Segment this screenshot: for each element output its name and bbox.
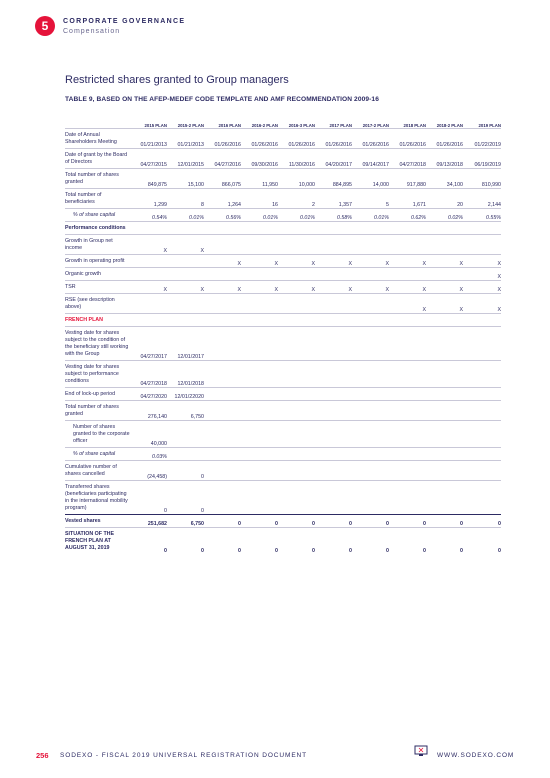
table-cell: 0.01% bbox=[278, 209, 315, 222]
table-cell: X bbox=[167, 235, 204, 255]
table-cell bbox=[352, 401, 389, 421]
table-cell: 0 bbox=[167, 528, 204, 555]
table-cell: (24,458) bbox=[131, 461, 167, 481]
table-cell: 0 bbox=[204, 515, 241, 528]
document-title: SODEXO - FISCAL 2019 UNIVERSAL REGISTRATION DOCUMENT bbox=[60, 752, 308, 759]
table-cell: 01/22/2019 bbox=[463, 129, 501, 149]
table-cell bbox=[426, 314, 463, 327]
table-cell: 0 bbox=[204, 528, 241, 555]
table-cell bbox=[463, 461, 501, 481]
table-cell bbox=[315, 222, 352, 235]
column-header: 2015-2 PLAN bbox=[177, 123, 204, 128]
table-cell bbox=[167, 314, 204, 327]
row-label: % of share capital bbox=[65, 448, 131, 461]
table-cell bbox=[352, 235, 389, 255]
table-cell: 6,750 bbox=[167, 515, 204, 528]
table-cell bbox=[352, 268, 389, 281]
table-cell bbox=[315, 235, 352, 255]
table-cell: 0 bbox=[463, 515, 501, 528]
table-cell: 0.62% bbox=[389, 209, 426, 222]
table-cell bbox=[463, 327, 501, 361]
table-cell: 01/21/2013 bbox=[131, 129, 167, 149]
table-cell: X bbox=[315, 281, 352, 294]
page-number: 256 bbox=[36, 751, 49, 760]
table-row bbox=[65, 388, 501, 401]
column-header: 2019 PLAN bbox=[478, 123, 501, 128]
table-cell: 8 bbox=[167, 189, 204, 209]
table-cell bbox=[204, 401, 241, 421]
table-cell: 04/27/2018 bbox=[389, 149, 426, 169]
table-cell: 04/27/2018 bbox=[131, 361, 167, 388]
table-cell bbox=[315, 421, 352, 448]
table-cell bbox=[167, 268, 204, 281]
column-header: 2017 PLAN bbox=[329, 123, 352, 128]
table-cell bbox=[167, 255, 204, 268]
table-cell bbox=[131, 294, 167, 314]
table-cell bbox=[389, 388, 426, 401]
table-cell bbox=[389, 401, 426, 421]
table-cell bbox=[241, 448, 278, 461]
table-cell bbox=[352, 481, 389, 515]
table-cell bbox=[278, 222, 315, 235]
table-cell bbox=[389, 222, 426, 235]
table-cell bbox=[278, 327, 315, 361]
table-cell: X bbox=[241, 281, 278, 294]
table-cell bbox=[463, 222, 501, 235]
table-cell: 0 bbox=[241, 528, 278, 555]
table-cell bbox=[463, 421, 501, 448]
website-link[interactable]: WWW.SODEXO.COM bbox=[437, 752, 515, 759]
table-cell bbox=[463, 388, 501, 401]
table-cell: 40,000 bbox=[131, 421, 167, 448]
row-label: End of lock-up period bbox=[65, 388, 131, 401]
table-cell: X bbox=[315, 255, 352, 268]
table-cell: 1,299 bbox=[131, 189, 167, 209]
table-cell bbox=[278, 481, 315, 515]
table-row bbox=[65, 515, 501, 528]
table-cell: 276,140 bbox=[131, 401, 167, 421]
row-label: Cumulative number of shares cancelled bbox=[65, 461, 131, 481]
table-cell bbox=[131, 222, 167, 235]
table-cell: 1,357 bbox=[315, 189, 352, 209]
table-cell bbox=[389, 314, 426, 327]
table-cell: 0 bbox=[167, 481, 204, 515]
table-cell: 1,671 bbox=[389, 189, 426, 209]
row-label: SITUATION OF THE FRENCH PLAN AT AUGUST 31, 2019 bbox=[65, 528, 131, 555]
table-cell: 0 bbox=[389, 528, 426, 555]
table-cell: 04/27/2020 bbox=[131, 388, 167, 401]
table-cell bbox=[131, 255, 167, 268]
table-row bbox=[65, 235, 501, 255]
row-label: Date of Annual Shareholders Meeting bbox=[65, 129, 131, 149]
table-cell bbox=[278, 361, 315, 388]
table-cell: 09/13/2018 bbox=[426, 149, 463, 169]
table-cell bbox=[463, 314, 501, 327]
table-cell: 810,990 bbox=[463, 169, 501, 189]
table-cell bbox=[463, 481, 501, 515]
table-cell: X bbox=[131, 281, 167, 294]
table-cell bbox=[204, 235, 241, 255]
table-cell bbox=[426, 361, 463, 388]
table-cell: 0 bbox=[315, 515, 352, 528]
table-cell: 0 bbox=[315, 528, 352, 555]
table-cell bbox=[278, 461, 315, 481]
table-row bbox=[65, 149, 501, 169]
table-cell bbox=[204, 294, 241, 314]
table-cell: 15,100 bbox=[167, 169, 204, 189]
table-cell bbox=[241, 481, 278, 515]
table-cell: 09/30/2016 bbox=[241, 149, 278, 169]
table-cell bbox=[352, 388, 389, 401]
table-cell: X bbox=[463, 281, 501, 294]
table-cell bbox=[352, 421, 389, 448]
row-label: Total number of shares granted bbox=[65, 401, 131, 421]
table-row bbox=[65, 209, 501, 222]
table-cell: X bbox=[204, 255, 241, 268]
column-header: 2016-2 PLAN bbox=[251, 123, 278, 128]
table-cell: 849,875 bbox=[131, 169, 167, 189]
table-cell: 0.54% bbox=[131, 209, 167, 222]
table-title: TABLE 9, BASED ON THE AFEP-MEDEF CODE TEMPLATE AND AMF RECOMMENDATION 2009-16 bbox=[65, 96, 379, 103]
table-cell bbox=[426, 481, 463, 515]
table-cell: 0 bbox=[426, 528, 463, 555]
row-label: % of share capital bbox=[65, 209, 131, 222]
table-cell bbox=[352, 327, 389, 361]
table-cell bbox=[389, 268, 426, 281]
chapter-badge: 5 bbox=[35, 16, 55, 36]
table-row bbox=[65, 448, 501, 461]
table-cell: 0.55% bbox=[463, 209, 501, 222]
table-cell: 10,000 bbox=[278, 169, 315, 189]
table-cell: X bbox=[463, 255, 501, 268]
table-cell bbox=[426, 388, 463, 401]
row-label: Number of shares granted to the corporate officer bbox=[65, 421, 131, 448]
table-cell: 0.02% bbox=[426, 209, 463, 222]
table-cell bbox=[204, 314, 241, 327]
row-label: Vesting date for shares subject to performance conditions bbox=[65, 361, 131, 388]
table-cell bbox=[463, 448, 501, 461]
table-cell bbox=[315, 294, 352, 314]
row-label: RSE (see description above) bbox=[65, 294, 131, 314]
table-cell bbox=[204, 327, 241, 361]
table-cell bbox=[204, 222, 241, 235]
column-header: 2017-2 PLAN bbox=[362, 123, 389, 128]
table-cell bbox=[241, 461, 278, 481]
table-cell: 6,750 bbox=[167, 401, 204, 421]
table-row bbox=[65, 268, 501, 281]
table-cell bbox=[352, 294, 389, 314]
table-cell bbox=[167, 222, 204, 235]
table-cell bbox=[389, 481, 426, 515]
table-cell: X bbox=[426, 255, 463, 268]
table-cell bbox=[278, 268, 315, 281]
row-label: Vested shares bbox=[65, 515, 131, 528]
section-title: CORPORATE GOVERNANCE bbox=[63, 18, 186, 25]
subsection-title: Compensation bbox=[63, 28, 121, 35]
column-header: 2018 PLAN bbox=[403, 123, 426, 128]
table-cell: 04/27/2016 bbox=[204, 149, 241, 169]
table-cell: 06/19/2019 bbox=[463, 149, 501, 169]
table-cell bbox=[352, 448, 389, 461]
column-header: 2016 PLAN bbox=[218, 123, 241, 128]
table-cell: X bbox=[278, 281, 315, 294]
table-cell: 917,880 bbox=[389, 169, 426, 189]
table-cell bbox=[204, 268, 241, 281]
table-cell bbox=[167, 294, 204, 314]
table-cell: 0 bbox=[131, 528, 167, 555]
table-cell: 04/27/2017 bbox=[131, 327, 167, 361]
table-cell bbox=[204, 361, 241, 388]
table-cell: 0.56% bbox=[204, 209, 241, 222]
table-row bbox=[65, 255, 501, 268]
table-cell: 09/14/2017 bbox=[352, 149, 389, 169]
table-cell: 04/20/2017 bbox=[315, 149, 352, 169]
row-label: Transferred shares (beneficiaries participating in the international mobility program) bbox=[65, 481, 131, 515]
table-cell bbox=[389, 361, 426, 388]
table-cell: 0.01% bbox=[167, 209, 204, 222]
table-cell: 12/01/2018 bbox=[167, 361, 204, 388]
table-cell: X bbox=[463, 294, 501, 314]
table-row bbox=[65, 461, 501, 481]
table-cell: X bbox=[389, 281, 426, 294]
table-cell: 0 bbox=[352, 515, 389, 528]
row-label: Growth in operating profit bbox=[65, 255, 131, 268]
table-cell bbox=[131, 314, 167, 327]
column-header: 2015 PLAN bbox=[144, 123, 167, 128]
shares-table bbox=[65, 112, 501, 554]
table-cell bbox=[204, 388, 241, 401]
table-cell: X bbox=[131, 235, 167, 255]
table-cell bbox=[241, 235, 278, 255]
table-cell: 2,144 bbox=[463, 189, 501, 209]
table-cell: 12/01/2017 bbox=[167, 327, 204, 361]
table-row bbox=[65, 169, 501, 189]
table-cell: 0.01% bbox=[241, 209, 278, 222]
table-cell bbox=[167, 448, 204, 461]
table-row bbox=[65, 528, 501, 555]
table-cell bbox=[426, 327, 463, 361]
table-wrap bbox=[65, 112, 501, 554]
table-cell bbox=[352, 222, 389, 235]
table-cell: X bbox=[463, 268, 501, 281]
table-cell: 11,950 bbox=[241, 169, 278, 189]
table-cell bbox=[241, 268, 278, 281]
table-row bbox=[65, 327, 501, 361]
column-header: 2018-2 PLAN bbox=[436, 123, 463, 128]
table-cell bbox=[389, 448, 426, 461]
table-row bbox=[65, 314, 501, 327]
table-cell: 1,264 bbox=[204, 189, 241, 209]
table-cell bbox=[278, 388, 315, 401]
table-cell: X bbox=[389, 255, 426, 268]
table-cell bbox=[278, 294, 315, 314]
table-cell bbox=[315, 401, 352, 421]
table-cell: 01/26/2016 bbox=[315, 129, 352, 149]
table-cell bbox=[389, 461, 426, 481]
table-cell: X bbox=[352, 255, 389, 268]
table-cell bbox=[426, 235, 463, 255]
table-cell: X bbox=[389, 294, 426, 314]
table-cell bbox=[241, 388, 278, 401]
table-cell: 0 bbox=[241, 515, 278, 528]
table-cell bbox=[204, 448, 241, 461]
table-cell: 01/26/2016 bbox=[278, 129, 315, 149]
table-cell bbox=[426, 421, 463, 448]
table-cell bbox=[352, 361, 389, 388]
table-row bbox=[65, 281, 501, 294]
table-row bbox=[65, 481, 501, 515]
table-cell bbox=[241, 314, 278, 327]
table-cell: 0.58% bbox=[315, 209, 352, 222]
table-cell bbox=[463, 401, 501, 421]
table-cell bbox=[426, 461, 463, 481]
table-cell bbox=[389, 327, 426, 361]
table-cell: 01/21/2013 bbox=[167, 129, 204, 149]
table-cell bbox=[315, 461, 352, 481]
table-row bbox=[65, 361, 501, 388]
table-cell bbox=[315, 481, 352, 515]
table-cell bbox=[389, 235, 426, 255]
table-cell: 12/01/22020 bbox=[167, 388, 204, 401]
table-row bbox=[65, 294, 501, 314]
column-header: 2016-3 PLAN bbox=[288, 123, 315, 128]
table-cell: 34,100 bbox=[426, 169, 463, 189]
table-cell bbox=[278, 235, 315, 255]
table-cell: X bbox=[241, 255, 278, 268]
table-cell bbox=[315, 314, 352, 327]
table-cell: X bbox=[426, 281, 463, 294]
row-label: Organic growth bbox=[65, 268, 131, 281]
table-cell bbox=[241, 294, 278, 314]
table-cell bbox=[426, 448, 463, 461]
table-cell: 01/26/2016 bbox=[426, 129, 463, 149]
table-row bbox=[65, 189, 501, 209]
table-cell: 251,682 bbox=[131, 515, 167, 528]
table-cell: 0 bbox=[131, 481, 167, 515]
table-cell bbox=[278, 401, 315, 421]
header-row bbox=[65, 112, 501, 129]
monitor-icon bbox=[414, 745, 428, 757]
row-label: Vesting date for shares subject to the condition of the beneficiary still working with the Group bbox=[65, 327, 131, 361]
page-title: Restricted shares granted to Group managers bbox=[65, 74, 289, 86]
row-label: Total number of beneficiaries bbox=[65, 189, 131, 209]
table-cell bbox=[463, 235, 501, 255]
table-cell: 12/01/2015 bbox=[167, 149, 204, 169]
table-cell: 0 bbox=[352, 528, 389, 555]
table-cell: 866,075 bbox=[204, 169, 241, 189]
row-label: Performance conditions bbox=[65, 222, 131, 235]
table-cell: X bbox=[278, 255, 315, 268]
table-cell: 0 bbox=[426, 515, 463, 528]
table-cell: X bbox=[167, 281, 204, 294]
table-cell bbox=[241, 401, 278, 421]
table-cell: 0 bbox=[278, 515, 315, 528]
table-cell: 01/26/2016 bbox=[241, 129, 278, 149]
table-cell: 0.03% bbox=[131, 448, 167, 461]
table-cell bbox=[204, 481, 241, 515]
table-row bbox=[65, 401, 501, 421]
table-cell bbox=[278, 314, 315, 327]
table-cell: 0 bbox=[463, 528, 501, 555]
table-cell bbox=[131, 268, 167, 281]
table-cell: X bbox=[204, 281, 241, 294]
row-label: FRENCH PLAN bbox=[65, 314, 131, 327]
table-cell bbox=[278, 448, 315, 461]
corner-cell bbox=[65, 112, 131, 129]
row-label: Date of grant by the Board of Directors bbox=[65, 149, 131, 169]
row-label: Growth in Group net income bbox=[65, 235, 131, 255]
table-cell bbox=[463, 361, 501, 388]
table-cell bbox=[278, 421, 315, 448]
table-row bbox=[65, 421, 501, 448]
table-cell: X bbox=[352, 281, 389, 294]
table-cell bbox=[352, 461, 389, 481]
table-cell bbox=[315, 361, 352, 388]
table-cell: 884,895 bbox=[315, 169, 352, 189]
table-cell bbox=[315, 327, 352, 361]
table-cell: 20 bbox=[426, 189, 463, 209]
table-cell bbox=[426, 222, 463, 235]
table-cell bbox=[352, 314, 389, 327]
table-cell bbox=[241, 421, 278, 448]
table-cell: 0 bbox=[278, 528, 315, 555]
table-cell bbox=[426, 401, 463, 421]
table-cell: 0 bbox=[167, 461, 204, 481]
table-cell bbox=[426, 268, 463, 281]
row-label: Total number of shares granted bbox=[65, 169, 131, 189]
table-cell bbox=[241, 327, 278, 361]
table-cell: X bbox=[426, 294, 463, 314]
table-cell: 01/26/2016 bbox=[389, 129, 426, 149]
table-cell bbox=[315, 268, 352, 281]
table-cell bbox=[241, 361, 278, 388]
table-cell: 01/26/2016 bbox=[204, 129, 241, 149]
table-cell: 16 bbox=[241, 189, 278, 209]
table-row bbox=[65, 129, 501, 149]
table-cell: 5 bbox=[352, 189, 389, 209]
row-label: TSR bbox=[65, 281, 131, 294]
table-cell bbox=[204, 421, 241, 448]
table-row bbox=[65, 222, 501, 235]
table-cell bbox=[204, 461, 241, 481]
table-cell bbox=[315, 388, 352, 401]
table-cell: 0 bbox=[389, 515, 426, 528]
table-cell: 11/30/2016 bbox=[278, 149, 315, 169]
table-cell: 01/26/2016 bbox=[352, 129, 389, 149]
table-cell: 14,000 bbox=[352, 169, 389, 189]
table-cell bbox=[167, 421, 204, 448]
table-cell bbox=[315, 448, 352, 461]
table-cell bbox=[389, 421, 426, 448]
table-cell: 2 bbox=[278, 189, 315, 209]
table-cell bbox=[241, 222, 278, 235]
table-cell: 0.01% bbox=[352, 209, 389, 222]
table-cell: 04/27/2015 bbox=[131, 149, 167, 169]
